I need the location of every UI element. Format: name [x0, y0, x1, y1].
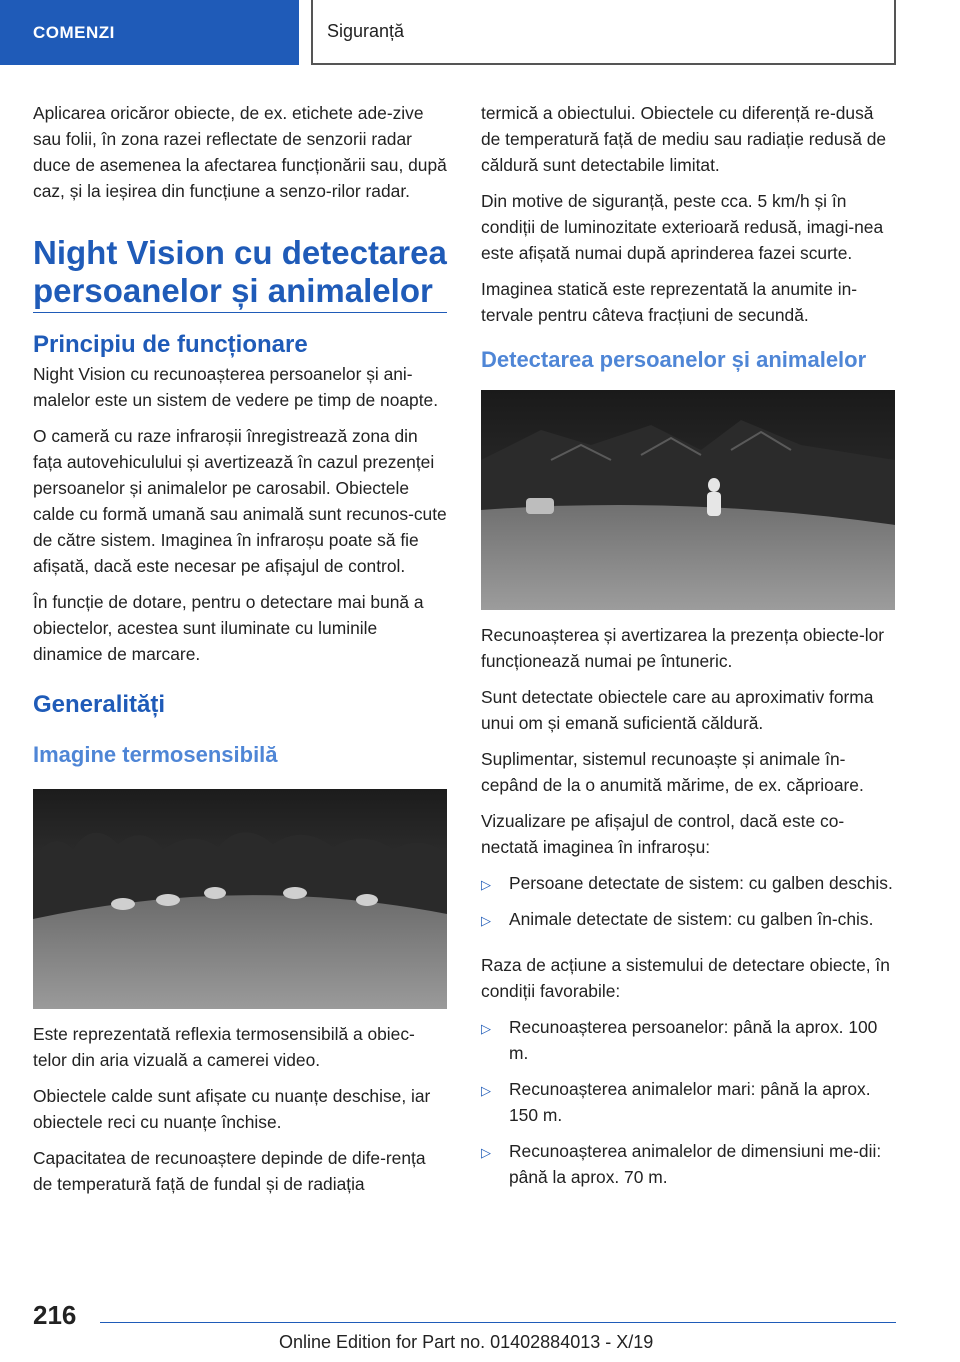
page-number: 216: [33, 1300, 77, 1330]
footer-divider: [100, 1322, 896, 1323]
detection-paragraph-1: Recunoașterea și avertizarea la prezența obiecte-lor funcționează numai pe întuneric.: [481, 625, 885, 671]
list-item: [481, 1076, 895, 1128]
section-tab: [311, 0, 896, 65]
intro-paragraph: Aplicarea oricăror obiecte, de ex. etichete ade-zive sau folii, în zona razei reflectate de senzorii radar duce de asemenea la afectarea funcționării sau, după caz, și la ieșirea din funcțiune a senzo-rilor radar.: [33, 103, 447, 201]
right-column: [481, 100, 895, 1200]
chapter-tab[interactable]: [0, 0, 299, 65]
range-intro: Raza de acțiune a sistemului de detectare obiecte, în condiții favorabile:: [481, 955, 890, 1001]
thermal-paragraph-1: Este reprezentată reflexia termosensibilă a obiec-telor din aria vizuală a camerei video.: [33, 1024, 415, 1070]
list-item-text: Persoane detectate de sistem: cu galben deschis.: [509, 873, 893, 893]
list-item: [481, 870, 895, 896]
continued-paragraph-1: termică a obiectului. Obiectele cu diferență re-dusă de temperatură față de mediu sau radiație redusă de căldură sunt detectabile limitat.: [481, 103, 887, 175]
list-item: [481, 1014, 895, 1066]
detection-paragraph-3: Suplimentar, sistemul recunoaște și animale în-cepând de la o anumită mărime, de ex. căprioare.: [481, 749, 864, 795]
detection-heading: Detectarea persoanelor și animalelor: [481, 347, 867, 372]
principle-paragraph-2: O cameră cu raze infraroșii înregistrează zona din fața autovehiculului și avertizează în cazul prezenței persoanelor și animalelor pe carosabil. Obiectele calde cu formă umană sau animală sunt recunos-cute de către sistem. Imaginea în infraroșu poate să fie afișată, dacă este necesar pe afișajul de control.: [33, 426, 447, 576]
detection-paragraph-2: Sunt detectate obiectele care au aproximativ forma unui om și emană suficientă căldură.: [481, 687, 874, 733]
triangle-right-icon: ▷: [481, 877, 491, 892]
footer-edition: Online Edition for Part no. 01402884013 - X/19: [279, 1332, 654, 1352]
list-item-text: Recunoașterea persoanelor: până la aprox. 100 m.: [509, 1017, 878, 1063]
principle-paragraph-1: Night Vision cu recunoașterea persoanelor și ani-malelor este un sistem de vedere pe timp de noapte.: [33, 364, 439, 410]
left-column: [33, 100, 447, 1207]
principle-heading: Principiu de funcționare: [33, 331, 308, 358]
page-title: Night Vision cu detectarea persoanelor și animalelor: [33, 234, 447, 313]
triangle-right-icon: ▷: [481, 913, 491, 928]
section-label: Siguranță: [327, 21, 405, 41]
triangle-right-icon: ▷: [481, 1145, 491, 1160]
chapter-label: COMENZI: [33, 22, 115, 42]
detection-paragraph-4: Vizualizare pe afișajul de control, dacă este co-nectată imaginea în infraroșu:: [481, 811, 845, 857]
triangle-right-icon: ▷: [481, 1083, 491, 1098]
principle-paragraph-3: În funcție de dotare, pentru o detectare mai bună a obiectelor, acestea sunt iluminate cu luminile dinamice de marcare.: [33, 592, 424, 664]
list-item-text: Recunoașterea animalelor mari: până la aprox. 150 m.: [509, 1079, 871, 1125]
list-item-text: Recunoașterea animalelor de dimensiuni me-dii: până la aprox. 70 m.: [509, 1141, 882, 1187]
continued-paragraph-3: Imaginea statică este reprezentată la anumite in-tervale pentru câteva fracțiuni de secundă.: [481, 279, 858, 325]
thermal-image-animals: [33, 789, 447, 1009]
thermal-paragraph-3: Capacitatea de recunoaștere depinde de dife-rența de temperatură față de fundal și de radiația: [33, 1148, 426, 1194]
thermal-paragraph-2: Obiectele calde sunt afișate cu nuanțe deschise, iar obiectele reci cu nuanțe închise.: [33, 1086, 431, 1132]
list-item-text: Animale detectate de sistem: cu galben în-chis.: [509, 909, 874, 929]
triangle-right-icon: ▷: [481, 1021, 491, 1036]
list-item: [481, 906, 895, 932]
thermal-image-pedestrian: [481, 390, 895, 610]
general-heading: Generalități: [33, 691, 166, 718]
list-item: [481, 1138, 895, 1190]
thermal-heading: Imagine termosensibilă: [33, 742, 278, 767]
continued-paragraph-2: Din motive de siguranță, peste cca. 5 km/h și în condiții de luminozitate exterioară redusă, imagi-nea este afișată numai după aprinderea fazei scurte.: [481, 191, 884, 263]
